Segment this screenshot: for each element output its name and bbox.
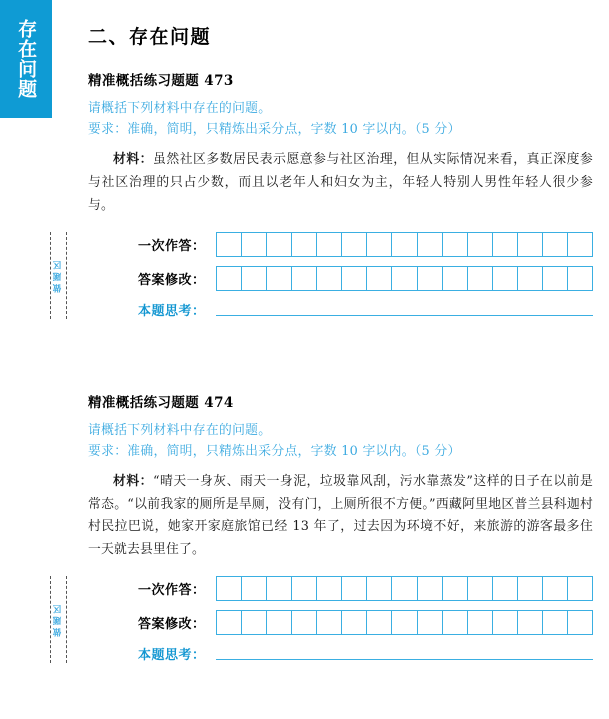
grid-cell[interactable]	[418, 611, 443, 634]
reflection-write-line[interactable]	[216, 659, 593, 660]
grid-cell[interactable]	[392, 233, 417, 256]
first-attempt-label: 一次作答：	[138, 582, 206, 598]
grid-cell[interactable]	[317, 611, 342, 634]
material-label: 材料：	[113, 152, 154, 168]
grid-cell[interactable]	[543, 233, 568, 256]
grid-cell[interactable]	[493, 577, 518, 600]
grid-cell[interactable]	[292, 577, 317, 600]
grid-cell[interactable]	[317, 267, 342, 290]
grid-cell[interactable]	[267, 611, 292, 634]
material-text: “晴天一身灰、雨天一身泥，垃圾靠风刮，污水靠蒸发”这样的日子在以前是常态。“以前我家的厕所是旱厕，没有门，上厕所很不方便。”西藏阿里地区普兰县科迦村村民拉巴说，她家开家庭旅馆已经 13 年了，过去因为环境不好，来旅游的游客最多住一天就去县里住了。	[88, 473, 593, 558]
grid-cell[interactable]	[493, 233, 518, 256]
grid-cell[interactable]	[242, 577, 267, 600]
grid-cell[interactable]	[367, 611, 392, 634]
grid-cell[interactable]	[217, 577, 242, 600]
grid-cell[interactable]	[418, 233, 443, 256]
grid-cell[interactable]	[468, 233, 493, 256]
grid-cell[interactable]	[568, 611, 593, 634]
grid-cell[interactable]	[367, 267, 392, 290]
material-paragraph	[88, 149, 593, 217]
question-prompt: 请概括下列材料中存在的问题。	[88, 101, 272, 116]
grid-cell[interactable]	[418, 577, 443, 600]
first-attempt-grid[interactable]	[216, 576, 593, 601]
grid-cell[interactable]	[342, 611, 367, 634]
reflection-label: 本题思考：	[138, 647, 206, 663]
grid-cell[interactable]	[317, 233, 342, 256]
revision-grid[interactable]	[216, 610, 593, 635]
section-side-tab	[0, 0, 52, 118]
grid-cell[interactable]	[443, 611, 468, 634]
grid-cell[interactable]	[217, 611, 242, 634]
grid-cell[interactable]	[292, 611, 317, 634]
grid-cell[interactable]	[518, 233, 543, 256]
first-attempt-row	[138, 232, 593, 257]
grid-cell[interactable]	[292, 267, 317, 290]
grid-cell[interactable]	[468, 267, 493, 290]
grid-cell[interactable]	[267, 233, 292, 256]
page-content	[53, 0, 593, 663]
reflection-label: 本题思考：	[138, 303, 206, 319]
grid-cell[interactable]	[518, 577, 543, 600]
grid-cell[interactable]	[392, 577, 417, 600]
grid-cell[interactable]	[518, 611, 543, 634]
material-text: 虽然社区多数居民表示愿意参与社区治理，但从实际情况来看，真正深度参与社区治理的只占少数，而且以老年人和妇女为主，年轻人特别人男性年轻人很少参与。	[88, 152, 593, 213]
question-heading: 精准概括练习题题 474	[88, 394, 234, 411]
answer-area-tag: 做题区	[53, 257, 63, 293]
grid-cell[interactable]	[317, 577, 342, 600]
grid-cell[interactable]	[217, 267, 242, 290]
first-attempt-label: 一次作答：	[138, 238, 206, 254]
question-requirement: 要求：准确，简明，只精炼出采分点，字数 10 字以内。（5 分）	[88, 443, 461, 459]
grid-cell[interactable]	[443, 267, 468, 290]
grid-cell[interactable]	[418, 267, 443, 290]
grid-cell[interactable]	[367, 577, 392, 600]
revision-row	[138, 266, 593, 291]
grid-cell[interactable]	[342, 267, 367, 290]
grid-cell[interactable]	[267, 267, 292, 290]
grid-cell[interactable]	[342, 233, 367, 256]
grid-cell[interactable]	[468, 577, 493, 600]
material-paragraph	[88, 471, 593, 562]
revision-label: 答案修改：	[138, 272, 206, 288]
answer-area-inner-divider	[66, 232, 67, 319]
grid-cell[interactable]	[468, 611, 493, 634]
grid-cell[interactable]	[493, 611, 518, 634]
grid-cell[interactable]	[543, 267, 568, 290]
grid-cell[interactable]	[543, 611, 568, 634]
question-block-474	[53, 391, 593, 663]
revision-row	[138, 610, 593, 635]
grid-cell[interactable]	[568, 267, 593, 290]
grid-cell[interactable]	[568, 577, 593, 600]
first-attempt-row	[138, 576, 593, 601]
first-attempt-grid[interactable]	[216, 232, 593, 257]
grid-cell[interactable]	[568, 233, 593, 256]
grid-cell[interactable]	[367, 233, 392, 256]
answer-area-tag: 做题区	[53, 602, 63, 637]
answer-area	[53, 576, 593, 663]
question-block-473	[53, 69, 593, 319]
grid-cell[interactable]	[518, 267, 543, 290]
grid-cell[interactable]	[242, 267, 267, 290]
answer-area-outer-divider	[50, 576, 51, 663]
grid-cell[interactable]	[392, 267, 417, 290]
grid-cell[interactable]	[217, 233, 242, 256]
material-label: 材料：	[113, 473, 153, 489]
grid-cell[interactable]	[493, 267, 518, 290]
grid-cell[interactable]	[443, 233, 468, 256]
grid-cell[interactable]	[543, 577, 568, 600]
grid-cell[interactable]	[392, 611, 417, 634]
revision-label: 答案修改：	[138, 616, 206, 632]
grid-cell[interactable]	[292, 233, 317, 256]
reflection-row	[138, 300, 593, 319]
revision-grid[interactable]	[216, 266, 593, 291]
grid-cell[interactable]	[242, 233, 267, 256]
question-heading: 精准概括练习题题 473	[88, 73, 234, 89]
reflection-write-line[interactable]	[216, 315, 593, 316]
reflection-row	[138, 644, 593, 663]
question-prompt: 请概括下列材料中存在的问题。	[88, 422, 272, 438]
answer-area-inner-divider	[66, 576, 67, 663]
page-title: 二、存在问题	[88, 26, 212, 48]
grid-cell[interactable]	[242, 611, 267, 634]
side-tab-label: 存在问题	[15, 19, 38, 99]
answer-area	[53, 232, 593, 319]
grid-cell[interactable]	[443, 577, 468, 600]
question-requirement: 要求：准确，简明，只精炼出采分点，字数 10 字以内。（5 分）	[88, 122, 461, 138]
grid-cell[interactable]	[342, 577, 367, 600]
answer-area-outer-divider	[50, 232, 51, 319]
grid-cell[interactable]	[267, 577, 292, 600]
